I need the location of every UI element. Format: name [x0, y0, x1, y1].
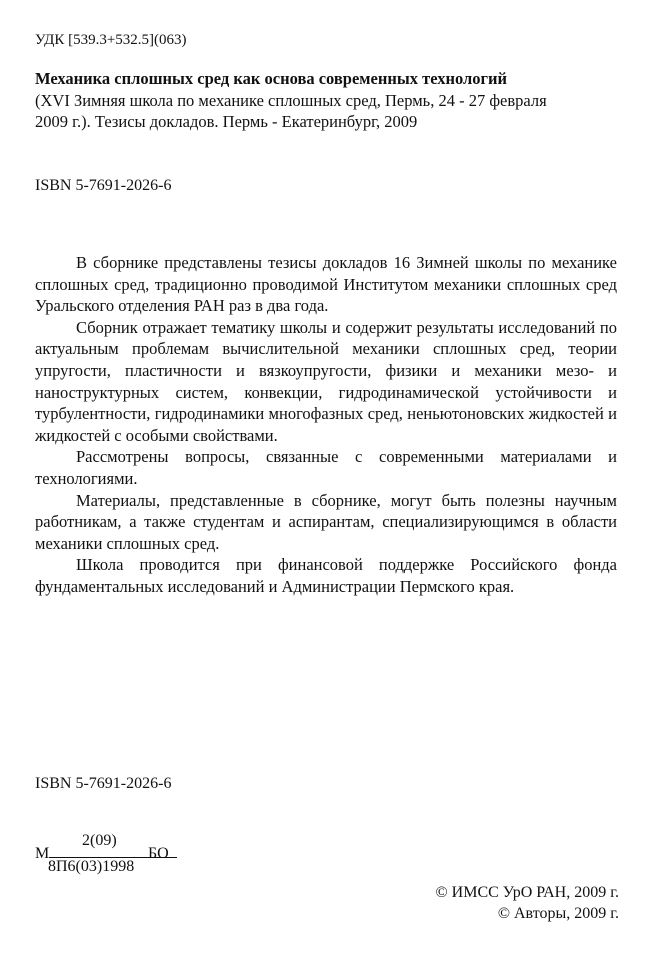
abstract-paragraph: Рассмотрены вопросы, связанные с современными материалами и технологиями. [35, 447, 617, 488]
book-subtitle-line-1: (XVI Зимняя школа по механике сплошных сред, Пермь, 24 - 27 февраля [35, 91, 547, 110]
abstract-paragraph: Сборник отражает тематику школы и содержит результаты исследований по актуальным проблемам вычислительной механики сплошных сред, теории упругости, пластичности и вязкоупругости, физики и механики мезо- и наноструктурных систем, конвекции, гидродинамической устойчивости и турбулентности, гидродинамики многофазных сред, неньютоновских жидкостей и жидкостей с особыми свойствами. [35, 317, 617, 445]
book-subtitle-line-2: 2009 г.). Тезисы докладов. Пермь - Екатеринбург, 2009 [35, 112, 418, 131]
copyright-authors: © Авторы, 2009 г. [497, 905, 619, 922]
catalog-code-suffix: БО [148, 845, 169, 862]
catalog-code-prefix: М [35, 845, 50, 862]
abstract-paragraph: Материалы, представленные в сборнике, могут быть полезны научным работникам, а также студентам и аспирантам, специализирующимся в области механики сплошных сред. [35, 490, 617, 553]
book-title: Механика сплошных сред как основа современных технологий [35, 69, 508, 88]
abstract-paragraph: Школа проводится при финансовой поддержке Российского фонда фундаментальных исследований и Администрации Пермского края. [35, 555, 617, 596]
copyright-institute: © ИМСС УрО РАН, 2009 г. [435, 884, 619, 901]
isbn-top: ISBN 5-7691-2026-6 [35, 177, 172, 194]
catalog-code-numerator: 2(09) [82, 832, 117, 849]
isbn-bottom: ISBN 5-7691-2026-6 [35, 775, 172, 792]
abstract [35, 252, 617, 598]
catalog-code [35, 832, 185, 882]
udk-code: УДК [539.3+532.5](063) [35, 32, 187, 48]
abstract-paragraph: В сборнике представлены тезисы докладов 16 Зимней школы по механике сплошных сред, традиционно проводимой Институтом механики сплошных сред Уральского отделения РАН раз в два года. [35, 253, 617, 316]
catalog-code-denominator: 8П6(03)1998 [48, 858, 135, 875]
